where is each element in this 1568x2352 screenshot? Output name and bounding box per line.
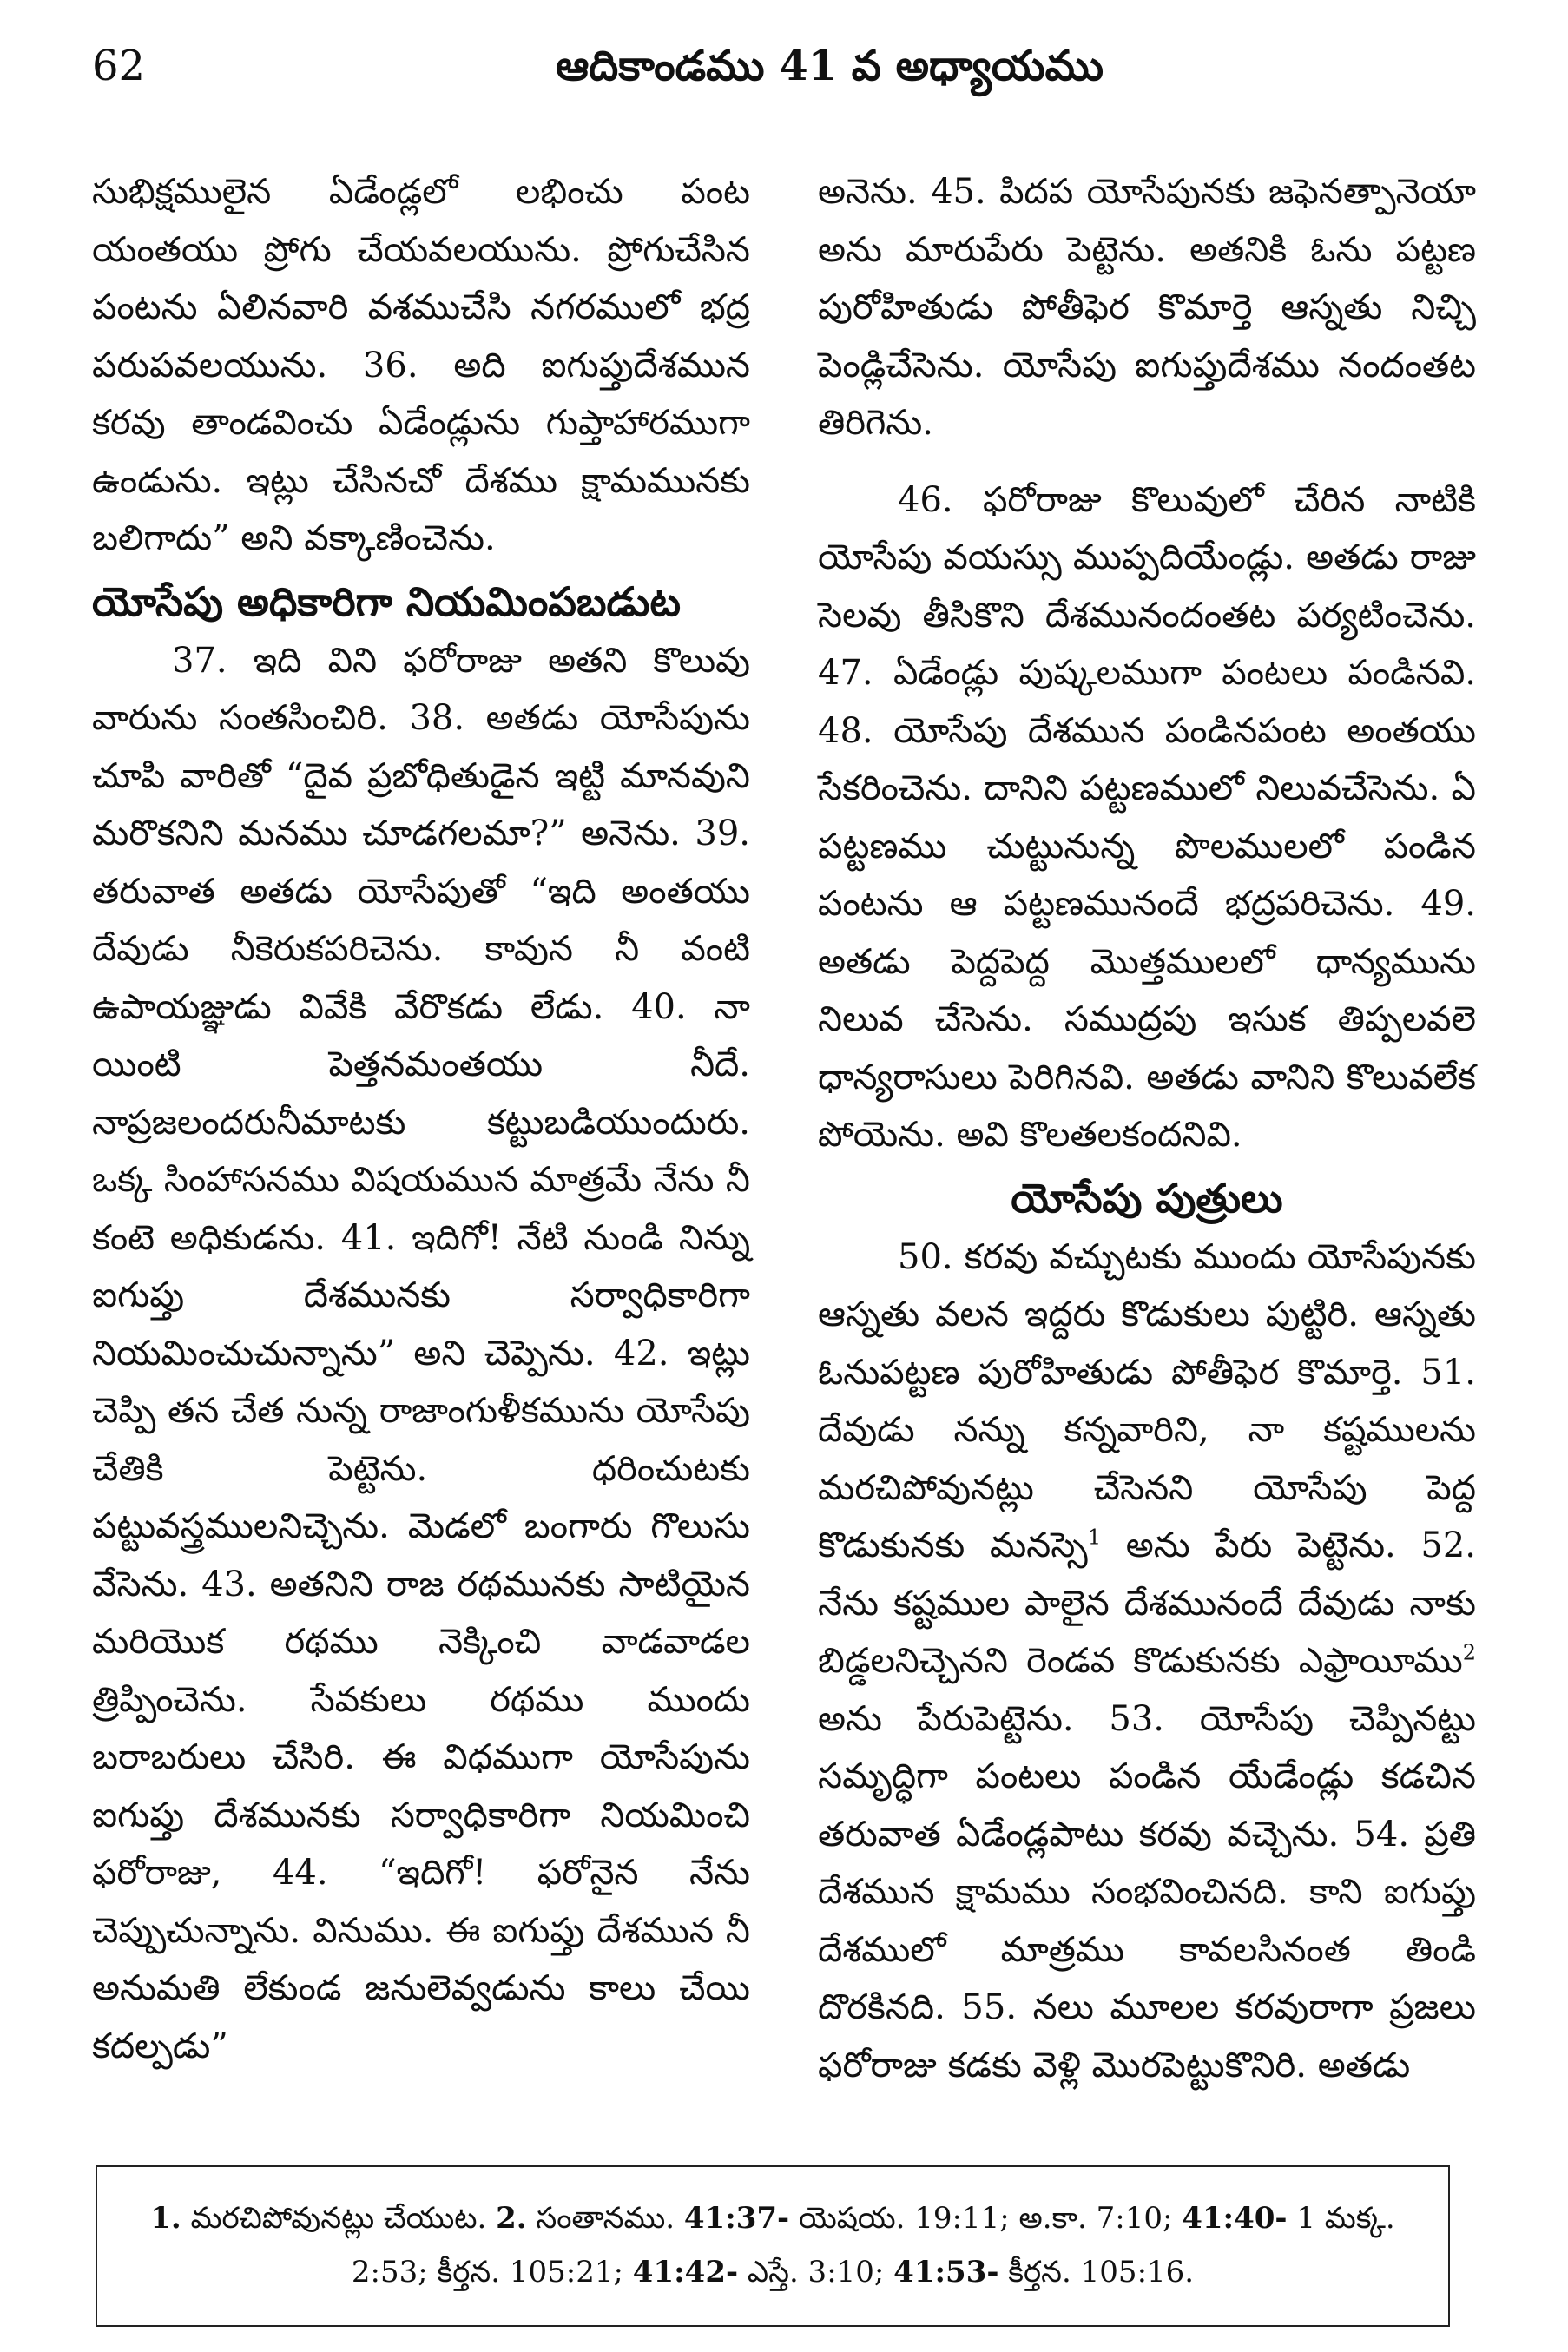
footnote-marker: 1 [1087,1525,1102,1550]
cross-reference-text: 1 మక్క. 2:53; కీర్తన. 105:21; [351,2201,1395,2289]
running-head: ఆదికాండము 41 వ అధ్యాయము [556,42,1104,90]
page-number: 62 [92,42,146,90]
paragraph-text: అను పేరుపెట్టెను. 53. యోసేపు చెప్పినట్టు సమృద్ధిగా పంటలు పండిన యేడేండ్లు కడచిన తరువాత ఏడేండ్లపాటు కరవు వచ్చెను. 54. ప్రతి దేశమున క్షామము సంభవించినది. కాని ఐగుప్తు దేశములో మాత్రము కావలసినంత తిండి దొరకినది. 55. నలు మూలల కరవురాగా ప్రజలు ఫరోరాజు కడకు వెళ్లి మొరపెట్టుకొనిరి. అతడు [818,1698,1476,2085]
paragraph: 46. ఫరోరాజు కొలువులో చేరిన నాటికి యోసేపు వయస్సు ముప్పదియేండ్లు. అతడు రాజు సెలవు తీసికొని దేశమునందంతట పర్యటించెను. 47. ఏడేండ్లు పుష్కలముగా పంటలు పండినవి. 48. యోసేపు దేశమున పండినపంట అంతయు సేకరించెను. దానిని పట్టణములో నిలువచేసెను. ఏ పట్టణము చుట్టునున్న పొలములలో పండిన పంటను ఆ పట్టణమునందే భద్రపరిచెను. 49. అతడు పెద్దపెద్ద మొత్తములలో ధాన్యమును నిలువ చేసెను. సముద్రపు ఇసుక తిప్పలవలె ధాన్యరాసులు పెరిగినవి. అతడు వానిని కొలువలేక పోయెను. అవి కొలతలకందనివి. [818,479,1476,1155]
paragraph [818,1229,1476,2095]
cross-reference-label: 41:53- [893,2255,999,2289]
footnote-text: సంతానము. [526,2201,684,2236]
paragraph: అనెను. 45. పిదప యోసేపునకు జఫెనత్పానెయా అను మారుపేరు పెట్టెను. అతనికి ఓను పట్టణ పురోహితుడు పోతీఫెర కొమార్తె ఆస్నతు నిచ్చి పెండ్లిచేసెను. యోసేపు ఐగుప్తుదేశము నందంతట తిరిగెను. [818,172,1476,443]
section-heading: యోసేపు అధికారిగా నియమింపబడుట [92,577,681,625]
cross-reference-text: ఎస్తే. 3:10; [738,2255,894,2289]
footnote-text: మరచిపోవునట్లు చేయుట. [181,2201,497,2236]
footnote-box [96,2165,1450,2327]
paragraph: సుభిక్షములైన ఏడేండ్లలో లభించు పంట యంతయు ప్రోగు చేయవలయును. ప్రోగుచేసిన పంటను ఏలినవారి వశముచేసి నగరములో భద్ర పరుపవలయును. 36. అది ఐగుప్తుదేశమున కరవు తాండవించు ఏడేండ్లును గుప్తాహారముగా ఉండును. ఇట్లు చేసినచో దేశము క్షామమునకు బలిగాదు” అని వక్కాణించెను. [92,172,750,558]
footnote-number: 2. [496,2201,527,2236]
footnote-number: 1. [150,2201,181,2236]
cross-reference-text: యెషయ. 19:11; అ.కా. 7:10; [789,2201,1183,2236]
right-column [818,163,1476,2094]
cross-reference-text: కీర్తన. 105:16. [998,2255,1195,2289]
cross-reference-label: 41:42- [632,2255,739,2289]
paragraph-text: అను పేరు పెట్టెను. 52. నేను కష్టముల పాలైన దేశమునందే దేవుడు నాకు బిడ్డలనిచ్చెనని రెండవ కొడుకునకు ఎఫ్రాయీము [818,1525,1476,1681]
section-heading: యోసేపు పుత్రులు [1011,1174,1283,1222]
cross-reference-label: 41:40- [1182,2201,1288,2236]
paragraph: 37. ఇది విని ఫరోరాజు అతని కొలువు వారును సంతసించిరి. 38. అతడు యోసేపును చూపి వారితో “దైవ ప్రబోధితుడైన ఇట్టి మానవుని మరొకనిని మనము చూడగలమా?” అనెను. 39. తరువాత అతడు యోసేపుతో “ఇది అంతయు దేవుడు నీకెరుకపరిచెను. కావున నీ వంటి ఉపాయజ్ఞుడు వివేకి వేరొకడు లేడు. 40. నా యింటి పెత్తనమంతయు నీదే. నాప్రజలందరునీమాటకు కట్టుబడియుందురు. ఒక్క సింహాసనము విషయమున మాత్రమే నేను నీ కంటె అధికుడను. 41. ఇదిగో! నేటి నుండి నిన్ను ఐగుప్తు దేశమునకు సర్వాధికారిగా నియమించుచున్నాను” అని చెప్పెను. 42. ఇట్లు చెప్పి తన చేత నున్న రాజాంగుళీకమును యోసేపు చేతికి పెట్టెను. ధరించుటకు పట్టువస్త్రములనిచ్చెను. మెడలో బంగారు గొలుసు వేసెను. 43. అతనిని రాజ రథమునకు సాటియైన మరియొక రథము నెక్కించి వాడవాడల త్రిప్పించెను. సేవకులు రథము ముందు బరాబరులు చేసిరి. ఈ విధముగా యోసేపును ఐగుప్తు దేశమునకు సర్వాధికారిగా నియమించి ఫరోరాజు, 44. “ఇదిగో! ఫరోనైన నేను చెప్పుచున్నాను. వినుము. ఈ ఐగుప్తు దేశమున నీ అనుమతి లేకుండ జనులెవ్వడును కాలు చేయి కదల్పడు” [92,640,750,2066]
left-column [92,163,750,2075]
footnote-marker: 2 [1462,1640,1476,1665]
paragraph-text: 50. కరవు వచ్చుటకు ముందు యోసేపునకు ఆస్నతు వలన ఇద్దరు కొడుకులు పుట్టిరి. ఆస్నతు ఓనుపట్టణ పురోహితుడు పోతీఫెర కొమార్తె. 51. దేవుడు నన్ను కన్నవారిని, నా కష్టములను మరచిపోవునట్లు చేసెనని యోసేపు పెద్ద కొడుకునకు మనస్సె [818,1236,1476,1565]
cross-reference-label: 41:37- [683,2201,790,2236]
